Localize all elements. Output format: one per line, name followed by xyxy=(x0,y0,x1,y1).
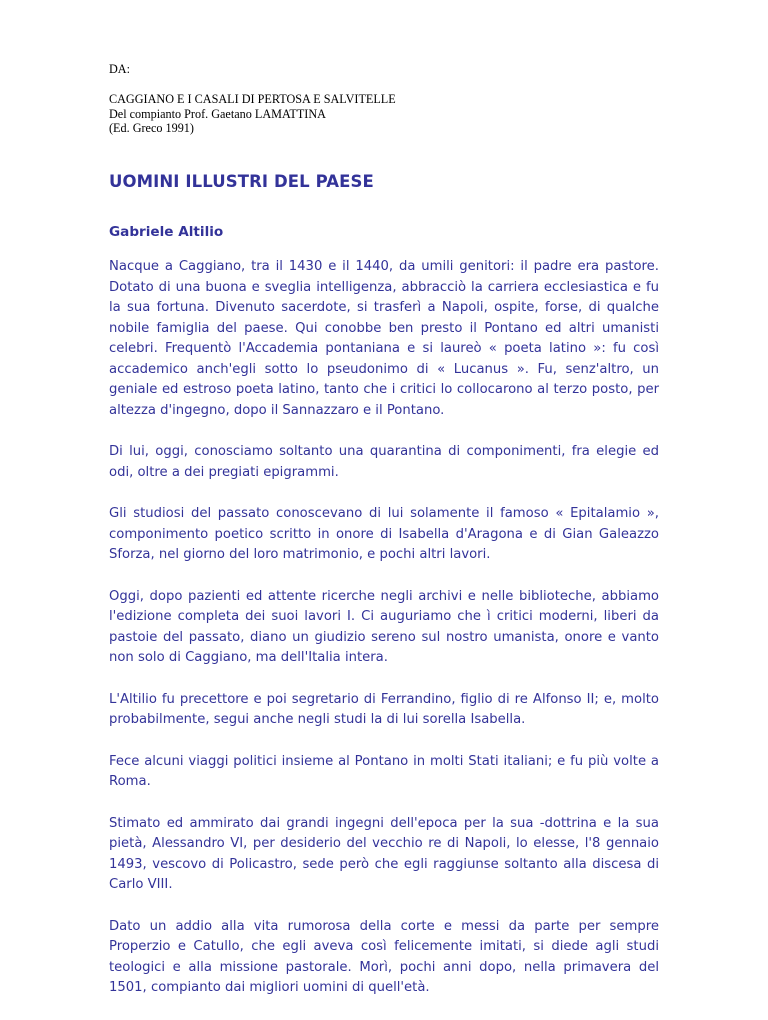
paragraph: Dato un addio alla vita rumorosa della corte e messi da parte per sempre Properzio e Catullo, che egli aveva così felicemente imitati, si diede agli studi teologici e alla missione pastorale. Morì, pochi anni dopo, nella primavera del 1501, compianto dai migliori uomini di quell'età. xyxy=(109,918,659,995)
source-author: Del compianto Prof. Gaetano LAMATTINA xyxy=(109,106,326,121)
article-body xyxy=(109,257,659,1020)
paragraph: Nacque a Caggiano, tra il 1430 e il 1440, da umili genitori: il padre era pastore. Dotato di una buona e sveglia intelligenza, abbracciò la carriera ecclesiastica e fu la sua fortuna. Divenuto sacerdote, si trasferì a Napoli, ospite, forse, di qualche nobile famiglia del paese. Qui conobbe ben presto il Pontano ed altri umanisti celebri. Frequentò l'Accademia pontaniana e si laureò « poeta latino »: fu così accademico anch'egli sotto lo pseudonimo di « Lucanus ». Fu, senz'altro, un geniale ed estroso poeta latino, tanto che i critici lo collocarono al terzo posto, per altezza d'ingegno, dopo il Sannazzaro e il Pontano. xyxy=(109,259,659,418)
source-edition: (Ed. Greco 1991) xyxy=(109,121,194,136)
paragraph: Stimato ed ammirato dai grandi ingegni dell'epoca per la sua -dottrina e la sua pietà, Alessandro VI, per desiderio del vecchio re di Napoli, lo elesse, l'8 gennaio 1493, vescovo di Policastro, sede però che egli raggiunse soltanto alla discesa di Carlo VIII. xyxy=(109,815,659,892)
paragraph: Di lui, oggi, conosciamo soltanto una quarantina di componimenti, fra elegie ed odi, oltre a dei pregiati epigrammi. xyxy=(109,444,659,480)
source-label: DA: xyxy=(109,62,130,76)
paragraph: L'Altilio fu precettore e poi segretario di Ferrandino, figlio di re Alfonso II; e, molto probabilmente, segui anche negli studi la di lui sorella Isabella. xyxy=(109,691,659,727)
paragraph: Gli studiosi del passato conoscevano di lui solamente il famoso « Epitalamio », componimento poetico scritto in onore di Isabella d'Aragona e di Gian Galeazzo Sforza, nel giorno del loro matrimonio, e pochi altri lavori. xyxy=(109,506,659,562)
paragraph: Oggi, dopo pazienti ed attente ricerche negli archivi e nelle biblioteche, abbiamo l'edizione completa dei suoi lavori I. Ci auguriamo che ì critici moderni, liberi da pastoie del passato, diano un giudizio sereno sul nostro umanista, onore e vanto non solo di Caggiano, ma dell'Italia intera. xyxy=(109,588,659,665)
source-citation xyxy=(109,92,396,136)
source-book-title: CAGGIANO E I CASALI DI PERTOSA E SALVITELLE xyxy=(109,92,396,106)
paragraph: Fece alcuni viaggi politici insieme al Pontano in molti Stati italiani; e fu più volte a Roma. xyxy=(109,753,659,789)
page-title: UOMINI ILLUSTRI DEL PAESE xyxy=(109,172,374,191)
section-heading: Gabriele Altilio xyxy=(109,224,224,240)
